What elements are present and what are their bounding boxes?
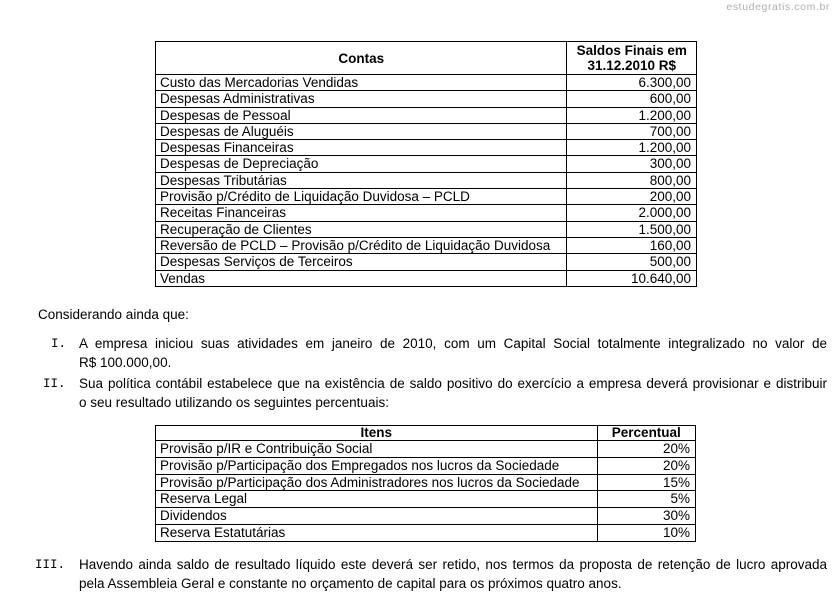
table-row [156,172,697,188]
header-saldos-line1: Saldos Finais em [576,43,687,58]
item-name: Provisão p/Participação dos Empregados nos lucros da Sociedade [156,457,598,474]
table-row [156,140,697,156]
table-row [156,189,697,205]
account-balance: 1.500,00 [567,221,697,237]
table-row [156,205,697,221]
item-name: Provisão p/IR e Contribuição Social [156,441,598,458]
item-numeral-3: III. [35,558,66,572]
account-name: Despesas Tributárias [156,172,567,188]
item-1-line2: R$ 100.000,00. [79,355,172,370]
account-balance: 600,00 [567,91,697,107]
account-balance: 10.640,00 [567,270,697,286]
account-name: Despesas de Aluguéis [156,123,567,139]
table-row [156,156,697,172]
item-percent: 5% [597,491,695,508]
itens-body [156,441,696,542]
account-balance: 700,00 [567,123,697,139]
item-percent: 20% [597,441,695,458]
contas-header-row [156,42,697,75]
table-row [156,441,696,458]
table-row [156,75,697,91]
item-2-line2: o seu resultado utilizando os seguintes percentuais: [79,395,389,410]
account-balance: 2.000,00 [567,205,697,221]
item-name: Dividendos [156,508,598,525]
item-2-line1: Sua política contábil estabelece que na existência de saldo positivo do exercício a empresa deverá provisionar e distribuir [79,376,827,391]
item-name: Provisão p/Participação dos Administradores nos lucros da Sociedade [156,474,598,491]
account-name: Despesas Administrativas [156,91,567,107]
account-balance: 1.200,00 [567,107,697,123]
contas-table [155,41,697,287]
account-name: Recuperação de Clientes [156,221,567,237]
table-row [156,270,697,286]
table-row [156,491,696,508]
account-balance: 500,00 [567,254,697,270]
account-balance: 1.200,00 [567,140,697,156]
item-1-line1: A empresa iniciou suas atividades em janeiro de 2010, com um Capital Social totalmente integralizado no valor de [79,336,827,351]
item-percent: 10% [597,524,695,541]
account-balance: 6.300,00 [567,75,697,91]
account-balance: 800,00 [567,172,697,188]
table-row [156,254,697,270]
item-2 [79,374,827,412]
contas-body [156,75,697,287]
table-row [156,508,696,525]
table-row [156,123,697,139]
table-row [156,524,696,541]
item-3-line1: Havendo ainda saldo de resultado líquido este deverá ser retido, nos termos da proposta de retenção de lucro aprovada [79,557,827,572]
account-balance: 300,00 [567,156,697,172]
item-1 [79,334,827,372]
table-row [156,457,696,474]
account-name: Provisão p/Crédito de Liquidação Duvidosa – PCLD [156,189,567,205]
account-name: Vendas [156,270,567,286]
account-balance: 200,00 [567,189,697,205]
item-3 [79,555,827,593]
item-percent: 20% [597,457,695,474]
header-saldos-line2: 31.12.2010 R$ [587,58,677,73]
item-3-line2: pela Assembleia Geral e constante no orçamento de capital para os próximos quatro anos. [79,576,622,591]
item-numeral-2: II. [43,377,66,391]
intro-text: Considerando ainda que: [38,307,189,322]
table-row [156,91,697,107]
account-name: Custo das Mercadorias Vendidas [156,75,567,91]
account-name: Receitas Financeiras [156,205,567,221]
table-row [156,474,696,491]
header-percentual: Percentual [597,426,695,441]
item-name: Reserva Legal [156,491,598,508]
watermark: estudegratis.com.br [726,1,830,13]
item-name: Reserva Estatutárias [156,524,598,541]
account-balance: 160,00 [567,237,697,253]
account-name: Despesas Financeiras [156,140,567,156]
table-row [156,107,697,123]
account-name: Despesas de Pessoal [156,107,567,123]
header-contas: Contas [156,42,567,75]
table-row [156,237,697,253]
item-percent: 30% [597,508,695,525]
account-name: Reversão de PCLD – Provisão p/Crédito de Liquidação Duvidosa [156,237,567,253]
itens-table [155,425,696,542]
itens-header-row [156,426,696,441]
item-percent: 15% [597,474,695,491]
account-name: Despesas de Depreciação [156,156,567,172]
table-row [156,221,697,237]
account-name: Despesas Serviços de Terceiros [156,254,567,270]
item-numeral-1: I. [51,337,67,351]
header-saldos [567,42,697,75]
header-itens: Itens [156,426,598,441]
